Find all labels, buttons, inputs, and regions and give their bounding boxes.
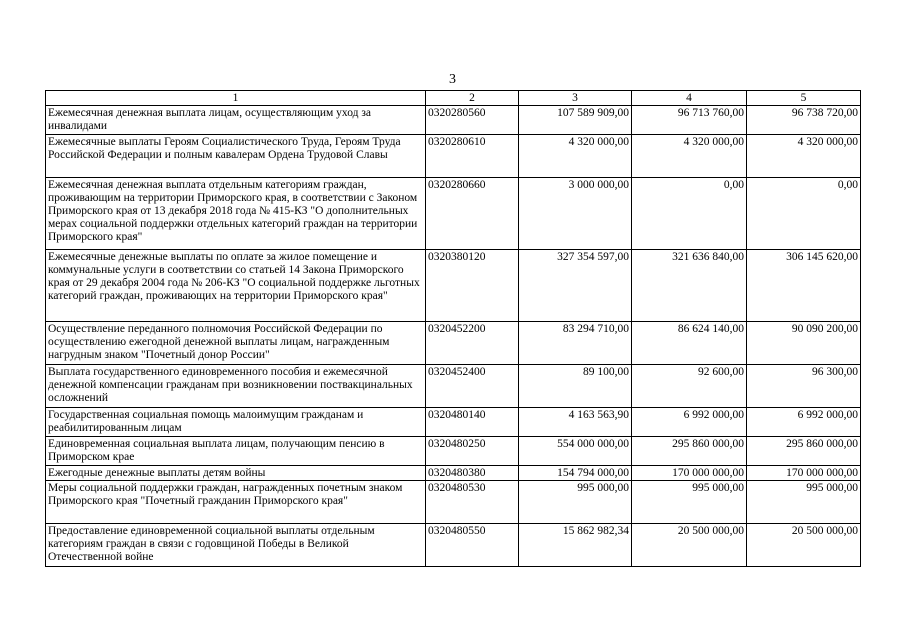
row-name-cell: Ежемесячная денежная выплата отдельным категориям граждан, проживающим на территории Приморского края, в соответствии с Законом Приморского края от 13 декабря 2018 года № 415-КЗ "О дополнительных мерах социальной поддержки отдельных категорий граждан на территории Приморского края" (46, 178, 426, 250)
row-value-col3: 15 862 982,34 (519, 524, 632, 567)
row-value-col3: 107 589 909,00 (519, 106, 632, 135)
row-name-cell: Ежемесячные денежные выплаты по оплате за жилое помещение и коммунальные услуги в соответствии со статьей 14 Закона Приморского края от 29 декабря 2004 года № 206-КЗ "О социальной поддержке льготных категорий граждан, проживающих на территории Приморского края" (46, 250, 426, 322)
row-value-col4: 295 860 000,00 (632, 437, 747, 466)
table-row (46, 178, 861, 250)
row-code-cell: 0320452200 (426, 322, 519, 365)
row-value-col4: 6 992 000,00 (632, 408, 747, 437)
header-row (46, 91, 861, 106)
column-header-3: 3 (519, 91, 632, 106)
row-name-cell: Предоставление единовременной социальной выплаты отдельным категориям граждан в связи с годовщиной Победы в Великой Отечественной войне (46, 524, 426, 567)
row-value-col5: 96 300,00 (747, 365, 861, 408)
row-value-col5: 295 860 000,00 (747, 437, 861, 466)
row-value-col5: 90 090 200,00 (747, 322, 861, 365)
row-code-cell: 0320280560 (426, 106, 519, 135)
row-value-col5: 170 000 000,00 (747, 466, 861, 481)
row-value-col5: 995 000,00 (747, 481, 861, 524)
table-row (46, 135, 861, 178)
table-row (46, 365, 861, 408)
row-value-col3: 83 294 710,00 (519, 322, 632, 365)
row-value-col3: 4 163 563,90 (519, 408, 632, 437)
row-name-cell: Выплата государственного единовременного пособия и ежемесячной денежной компенсации гражданам при возникновении поствакцинальных осложнений (46, 365, 426, 408)
row-value-col5: 6 992 000,00 (747, 408, 861, 437)
table-row (46, 408, 861, 437)
row-code-cell: 0320380120 (426, 250, 519, 322)
row-value-col5: 20 500 000,00 (747, 524, 861, 567)
row-code-cell: 0320480530 (426, 481, 519, 524)
row-code-cell: 0320480380 (426, 466, 519, 481)
row-value-col4: 0,00 (632, 178, 747, 250)
row-value-col3: 3 000 000,00 (519, 178, 632, 250)
row-code-cell: 0320480550 (426, 524, 519, 567)
table-row (46, 524, 861, 567)
row-name-cell: Ежемесячные выплаты Героям Социалистического Труда, Героям Труда Российской Федерации и полным кавалерам Ордена Трудовой Славы (46, 135, 426, 178)
row-name-cell: Ежегодные денежные выплаты детям войны (46, 466, 426, 481)
row-name-cell: Меры социальной поддержки граждан, награжденных почетным знаком Приморского края "Почетный гражданин Приморского края" (46, 481, 426, 524)
table-body (46, 106, 861, 567)
row-value-col4: 995 000,00 (632, 481, 747, 524)
row-value-col4: 321 636 840,00 (632, 250, 747, 322)
row-name-cell: Ежемесячная денежная выплата лицам, осуществляющим уход за инвалидами (46, 106, 426, 135)
row-value-col4: 4 320 000,00 (632, 135, 747, 178)
row-code-cell: 0320280610 (426, 135, 519, 178)
table-row (46, 466, 861, 481)
table-row (46, 250, 861, 322)
row-value-col4: 20 500 000,00 (632, 524, 747, 567)
row-code-cell: 0320480250 (426, 437, 519, 466)
row-name-cell: Осуществление переданного полномочия Российской Федерации по осуществлению ежегодной денежной выплаты лицам, награжденным нагрудным знаком "Почетный донор России" (46, 322, 426, 365)
row-code-cell: 0320280660 (426, 178, 519, 250)
table-row (46, 106, 861, 135)
column-header-4: 4 (632, 91, 747, 106)
row-code-cell: 0320452400 (426, 365, 519, 408)
row-value-col5: 0,00 (747, 178, 861, 250)
column-header-5: 5 (747, 91, 861, 106)
table-row (46, 481, 861, 524)
row-value-col3: 327 354 597,00 (519, 250, 632, 322)
row-value-col3: 89 100,00 (519, 365, 632, 408)
row-value-col5: 4 320 000,00 (747, 135, 861, 178)
row-name-cell: Государственная социальная помощь малоимущим гражданам и реабилитированным лицам (46, 408, 426, 437)
table-row (46, 437, 861, 466)
row-value-col4: 96 713 760,00 (632, 106, 747, 135)
table-row (46, 322, 861, 365)
row-value-col3: 4 320 000,00 (519, 135, 632, 178)
row-value-col4: 170 000 000,00 (632, 466, 747, 481)
page-number: 3 (449, 72, 456, 87)
budget-table (45, 90, 861, 567)
row-name-cell: Единовременная социальная выплата лицам, получающим пенсию в Приморском крае (46, 437, 426, 466)
row-value-col4: 86 624 140,00 (632, 322, 747, 365)
row-value-col3: 995 000,00 (519, 481, 632, 524)
row-value-col5: 306 145 620,00 (747, 250, 861, 322)
row-value-col5: 96 738 720,00 (747, 106, 861, 135)
row-code-cell: 0320480140 (426, 408, 519, 437)
column-header-2: 2 (426, 91, 519, 106)
row-value-col3: 554 000 000,00 (519, 437, 632, 466)
row-value-col4: 92 600,00 (632, 365, 747, 408)
column-header-1: 1 (46, 91, 426, 106)
row-value-col3: 154 794 000,00 (519, 466, 632, 481)
